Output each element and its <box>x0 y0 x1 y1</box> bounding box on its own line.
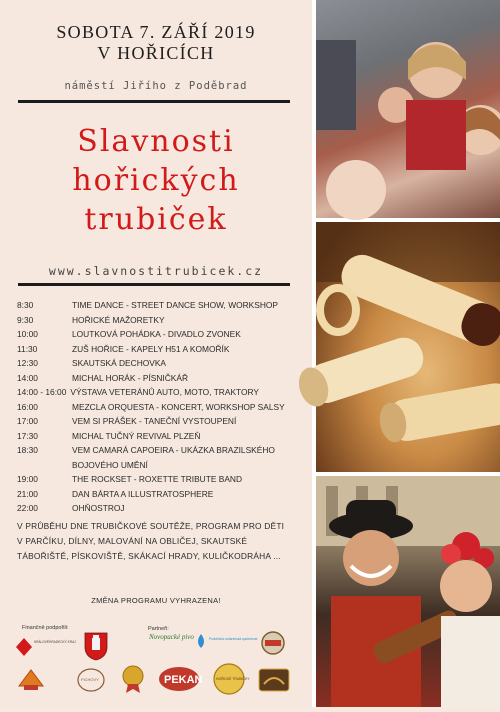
program-time: 8:30 <box>17 300 34 310</box>
program-item: THE ROCKSET - ROXETTE TRIBUTE BAND <box>72 474 243 484</box>
program-item: SKAUTSKÁ DECHOVKA <box>72 358 167 368</box>
program-item: ZUŠ HOŘICE - KAPELY H51 A KOMOŘÍK <box>72 343 230 354</box>
kraj-logo-text: KRÁLOVÉHRADECKÝ KRAJ <box>34 640 76 644</box>
additional-info <box>17 519 302 564</box>
pivo-logo-text: Novopacké pivo <box>149 633 194 641</box>
program-time: 14:00 - 16:00 <box>17 387 67 397</box>
program-row <box>17 443 307 458</box>
town-line: V HOŘICÍCH <box>97 43 215 63</box>
program-time: 17:30 <box>17 430 38 441</box>
title-line-2: hořických <box>72 163 240 198</box>
program-item: DAN BÁRTA A ILLUSTRATOSPHERE <box>72 488 214 499</box>
spolecnost-logo-text: Podorlická vodárenská společnost <box>209 637 258 641</box>
venue: náměstí Jiřího z Poděbrad <box>64 80 248 92</box>
program-time: 9:30 <box>17 314 34 325</box>
program-row <box>17 501 307 516</box>
program-item: HOŘICKÉ MAŽORETKY <box>72 314 165 325</box>
horicke-trubicky-logo <box>212 662 250 696</box>
program-item: MEZCLA ORQUESTA - KONCERT, WORKSHOP SALSY <box>72 401 285 412</box>
program-row <box>17 429 307 444</box>
program-item: MICHAL TUČNÝ REVIVAL PLZEŇ <box>72 430 201 441</box>
trubicky-pastry-photo <box>316 222 500 472</box>
program-time: 12:30 <box>17 358 38 368</box>
program-item: VEM SI PRÁŠEK - TANEČNÍ VYSTOUPENÍ <box>72 416 237 426</box>
program-item: TIME DANCE - STREET DANCE SHOW, WORKSHOP <box>72 300 278 310</box>
program-time: 16:00 <box>17 401 38 412</box>
program-time: 18:30 <box>17 445 38 455</box>
program-row <box>17 298 307 313</box>
program-item: BOJOVÉHO UMĚNÍ <box>72 459 148 470</box>
program-row <box>17 472 307 487</box>
program-row <box>17 385 307 400</box>
date-line: SOBOTA 7. ZÁŘÍ 2019 <box>56 22 256 42</box>
program-change-notice: ZMĚNA PROGRAMU VYHRAZENA! <box>91 596 221 605</box>
folk-musicians-photo <box>316 476 500 707</box>
program-time: 11:30 <box>17 343 38 354</box>
program-schedule <box>17 298 307 516</box>
program-row <box>17 356 307 371</box>
pekan-logo-text: PEKAN <box>164 674 203 686</box>
program-time: 17:00 <box>17 416 38 426</box>
kralovehradecky-kraj-logo <box>14 634 76 660</box>
novopacke-pivo-logo <box>148 629 194 651</box>
horice-coat-of-arms <box>82 630 110 662</box>
program-row <box>17 327 307 342</box>
info-line: TÁBOŘIŠTĚ, PÍSKOVIŠTĚ, SKÁKACÍ HRADY, KULIČKODRÁHA ... <box>17 551 281 561</box>
program-time: 14:00 <box>17 372 38 383</box>
program-row <box>17 414 307 429</box>
fichovy-logo <box>76 666 106 694</box>
program-time: 22:00 <box>17 503 38 513</box>
program-time: 10:00 <box>17 329 38 339</box>
website-link[interactable]: www.slavnostitrubicek.cz <box>48 264 264 278</box>
program-row <box>17 342 307 357</box>
program-row <box>17 400 307 415</box>
info-line: V PRŮBĚHU DNE TRUBIČKOVÉ SOUTĚŽE, PROGRAM PRO DĚTI <box>17 521 285 531</box>
program-item: VÝSTAVA VETERÁNŮ AUTO, MOTO, TRAKTORY <box>70 387 259 397</box>
partner-badge-logo <box>260 630 286 656</box>
fichovy-logo-text: FICHOVY <box>81 677 99 682</box>
photo-column <box>312 0 500 707</box>
bakery-logo <box>16 666 46 694</box>
pekan-logo <box>158 666 203 692</box>
program-item: MICHAL HORÁK - PÍSNIČKÁŘ <box>72 372 189 383</box>
divider-bottom <box>18 283 290 286</box>
program-time: 19:00 <box>17 474 38 484</box>
program-time: 21:00 <box>17 488 38 499</box>
info-line: V PARČÍKU, DÍLNY, MALOVÁNÍ NA OBLIČEJ, SKAUTSKÉ <box>17 536 248 546</box>
program-item: LOUTKOVÁ POHÁDKA - DIVADLO ZVONEK <box>72 329 241 339</box>
title-line-1: Slavnosti <box>77 124 235 159</box>
program-item: OHŇOSTROJ <box>72 503 125 513</box>
title-line-3: trubiček <box>84 202 228 237</box>
event-date <box>0 22 312 64</box>
award-medal-logo <box>120 664 146 694</box>
program-row <box>17 313 307 328</box>
partners-label: Partneři: <box>148 626 169 632</box>
vodarenska-spolecnost-logo <box>194 631 258 653</box>
program-row <box>17 458 307 473</box>
program-row <box>17 487 307 502</box>
partner-logo-dark <box>258 668 290 692</box>
program-row <box>17 371 307 386</box>
children-audience-photo <box>316 0 500 218</box>
financial-support-label: Finančně podpořili: <box>22 625 69 631</box>
divider-top <box>18 100 290 103</box>
program-item: VEM CAMARÁ CAPOEIRA - UKÁZKA BRAZILSKÉHO <box>72 445 275 455</box>
trubicky-logo-text: HOŘICKÉ TRUBIČKY <box>216 677 250 681</box>
program-time <box>17 458 72 473</box>
festival-title <box>0 122 312 239</box>
